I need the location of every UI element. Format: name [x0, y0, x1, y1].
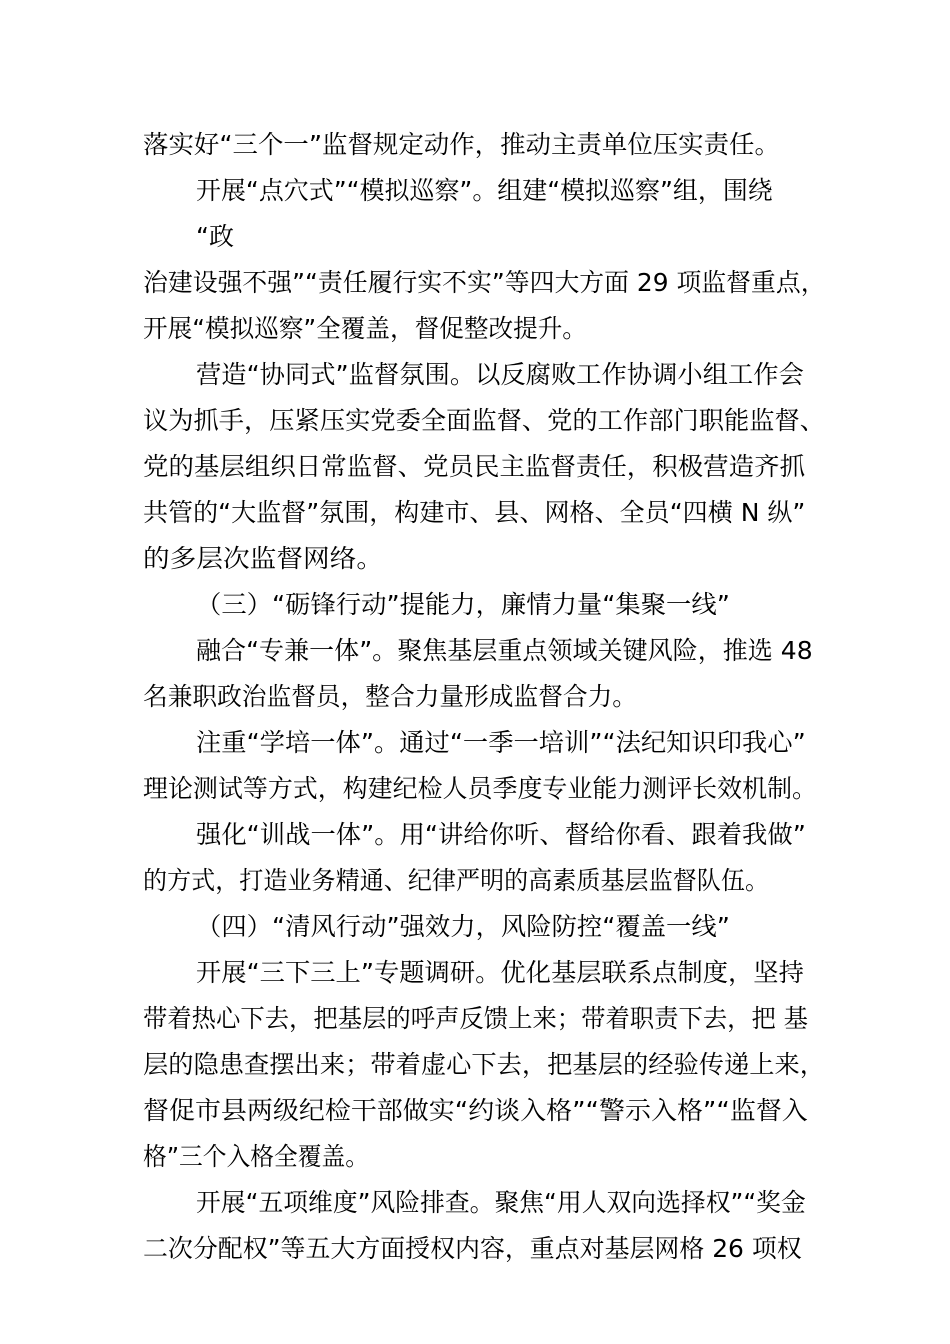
- text-line-13: 名兼职政治监督员，整合力量形成监督合力。: [143, 682, 638, 711]
- text-line-7: 议为抓手，压紧压实党委全面监督、党的工作部门职能监督、: [143, 406, 826, 435]
- text-line-2: 开展“点穴式”“模拟巡察”。组建“模拟巡察”组，围绕: [196, 176, 773, 205]
- text-line-14: 注重“学培一体”。通过“一季一培训”“法纪知识印我心”: [196, 728, 806, 757]
- text-line-25: 二次分配权”等五大方面授权内容，重点对基层网格 26 项权: [143, 1234, 802, 1263]
- section-heading-3: （三）“砺锋行动”提能力，廉情力量“集聚一线”: [196, 590, 730, 619]
- text-line-5: 开展“模拟巡察”全覆盖，督促整改提升。: [143, 314, 587, 343]
- text-line-6: 营造“协同式”监督氛围。以反腐败工作协调小组工作会: [196, 360, 804, 389]
- text-line-16: 强化“训战一体”。用“讲给你听、督给你看、跟着我做”: [196, 820, 806, 849]
- text-line-8: 党的基层组织日常监督、党员民主监督责任，积极营造齐抓: [143, 452, 806, 481]
- text-line-23: 格”三个入格全覆盖。: [143, 1142, 369, 1171]
- section-heading-4: （四）“清风行动”强效力，风险防控“覆盖一线”: [196, 912, 730, 941]
- text-line-20: 带着热心下去，把基层的呼声反馈上来；带着职责下去，把 基: [143, 1004, 808, 1033]
- text-line-10: 的多层次监督网络。: [143, 544, 384, 573]
- text-line-19: 开展“三下三上”专题调研。优化基层联系点制度，坚持: [196, 958, 804, 987]
- text-line-12: 融合“专兼一体”。聚焦基层重点领域关键风险，推选 48: [196, 636, 813, 665]
- text-line-24: 开展“五项维度”风险排查。聚焦“用人双向选择权”“奖金: [196, 1188, 806, 1217]
- text-line-21: 层的隐患查摆出来；带着虚心下去，把基层的经验传递上来，: [143, 1050, 826, 1079]
- text-line-9: 共管的“大监督”氛围，构建市、县、网格、全员“四横 N 纵”: [143, 498, 806, 527]
- text-line-4: 治建设强不强”“责任履行实不实”等四大方面 29 项监督重点，: [143, 268, 826, 297]
- text-line-17: 的方式，打造业务精通、纪律严明的高素质基层监督队伍。: [143, 866, 770, 895]
- text-line-15: 理论测试等方式，构建纪检人员季度专业能力测评长效机制。: [143, 774, 818, 803]
- text-line-22: 督促市县两级纪检干部做实“约谈入格”“警示入格”“监督入: [143, 1096, 808, 1125]
- text-line-1: 落实好“三个一”监督规定动作，推动主责单位压实责任。: [143, 130, 780, 159]
- text-line-3: “政: [196, 222, 234, 251]
